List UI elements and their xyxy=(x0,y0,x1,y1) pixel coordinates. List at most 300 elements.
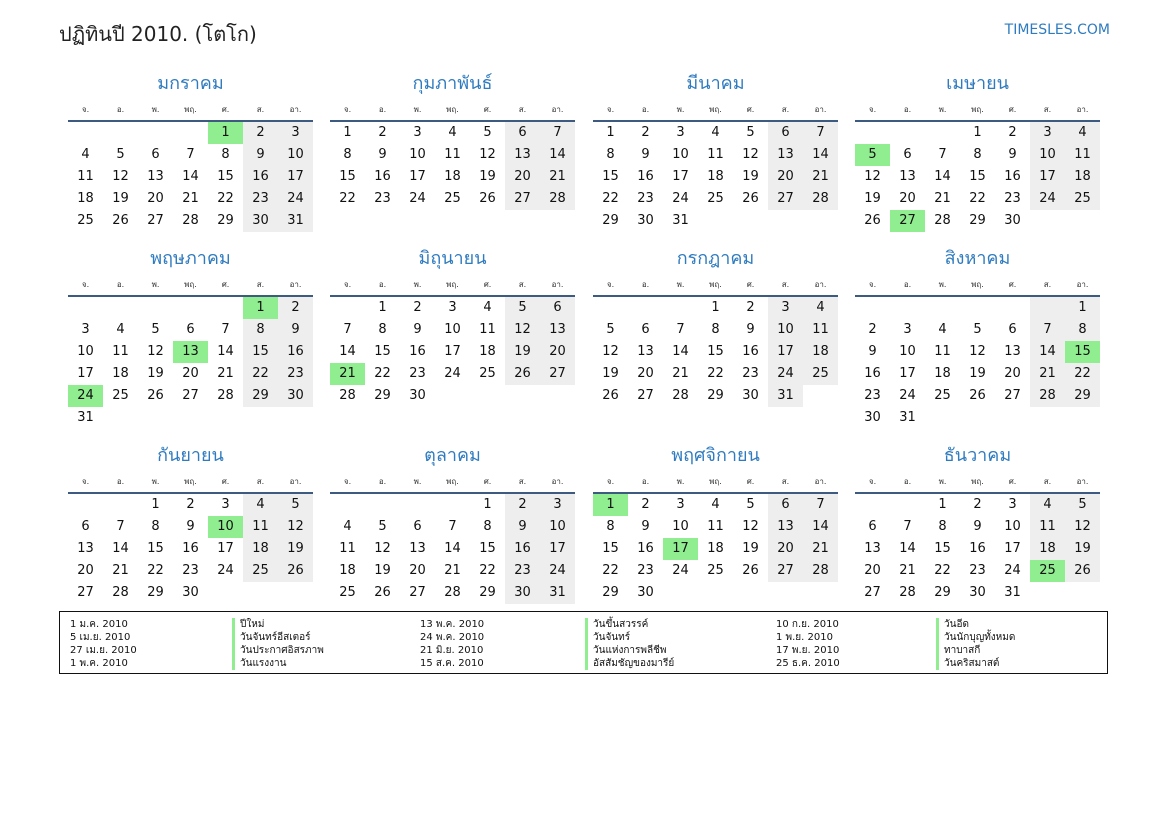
day-cell: 11 xyxy=(707,519,724,534)
day-cell: 6 xyxy=(868,519,877,534)
site-link[interactable]: TIMESLES.COM xyxy=(1004,22,1110,38)
empty-day-cell xyxy=(995,297,1030,319)
calendar-grid xyxy=(68,66,1101,606)
empty-day-cell xyxy=(68,297,103,319)
day-cell: 6 xyxy=(505,122,540,144)
day-cell: 16 xyxy=(182,541,199,556)
day-cell: 30 xyxy=(243,210,278,232)
weekday-label: อา. xyxy=(289,477,302,486)
day-cell: 22 xyxy=(479,563,496,578)
day-cell: 17 xyxy=(444,344,461,359)
day-cell: 4 xyxy=(116,322,125,337)
day-cell: 3 xyxy=(676,125,685,140)
weekday-label: ศ. xyxy=(1008,477,1017,486)
holiday-date: 1 ม.ค. 2010 xyxy=(70,619,128,630)
day-grid xyxy=(855,297,1100,429)
day-cell: 7 xyxy=(221,322,230,337)
day-cell: 7 xyxy=(448,519,457,534)
day-cell: 2 xyxy=(641,125,650,140)
holiday-date: 1 พ.ย. 2010 xyxy=(776,632,833,643)
day-cell: 29 xyxy=(969,213,986,228)
day-cell: 4 xyxy=(483,300,492,315)
empty-day-cell xyxy=(855,297,890,319)
day-cell: 24 xyxy=(672,191,689,206)
day-cell: 3 xyxy=(81,322,90,337)
day-cell: 23 xyxy=(637,191,654,206)
weekday-label: ส. xyxy=(518,477,527,486)
day-cell: 12 xyxy=(969,344,986,359)
holiday-day-cell: 10 xyxy=(208,516,243,538)
weekday-label: พฤ. xyxy=(446,105,459,114)
day-cell: 15 xyxy=(374,344,391,359)
weekday-header xyxy=(593,474,838,494)
day-cell: 6 xyxy=(768,122,803,144)
day-cell: 2 xyxy=(1008,125,1017,140)
day-cell: 23 xyxy=(864,388,881,403)
day-cell: 2 xyxy=(973,497,982,512)
weekday-header xyxy=(593,277,838,297)
holiday-day-cell: 15 xyxy=(1065,341,1100,363)
weekday-label: พฤ. xyxy=(971,105,984,114)
day-cell: 15 xyxy=(217,169,234,184)
day-cell: 11 xyxy=(77,169,94,184)
day-cell: 12 xyxy=(112,169,129,184)
day-cell: 11 xyxy=(112,344,129,359)
day-cell: 1 xyxy=(151,497,160,512)
weekday-label: ศ. xyxy=(221,105,230,114)
weekday-header xyxy=(855,474,1100,494)
holiday-name-column xyxy=(585,618,674,670)
month-block xyxy=(68,438,313,604)
empty-day-cell xyxy=(890,494,925,516)
day-cell: 6 xyxy=(186,322,195,337)
day-cell: 14 xyxy=(803,144,838,166)
weekday-label: ส. xyxy=(256,477,265,486)
day-cell: 30 xyxy=(637,213,654,228)
day-cell: 4 xyxy=(711,125,720,140)
day-cell: 28 xyxy=(934,213,951,228)
day-cell: 19 xyxy=(374,563,391,578)
day-cell: 9 xyxy=(505,516,540,538)
day-cell: 12 xyxy=(864,169,881,184)
holiday-name: วันแห่งการพลีชีพ xyxy=(585,644,674,657)
weekday-label: อ. xyxy=(378,105,387,114)
day-cell: 22 xyxy=(1065,363,1100,385)
weekday-header xyxy=(330,277,575,297)
holiday-day-cell: 27 xyxy=(890,210,925,232)
day-cell: 12 xyxy=(147,344,164,359)
day-cell: 18 xyxy=(803,341,838,363)
day-cell: 3 xyxy=(903,322,912,337)
day-cell: 26 xyxy=(742,563,759,578)
day-cell: 20 xyxy=(540,341,575,363)
day-cell: 28 xyxy=(1030,385,1065,407)
day-grid xyxy=(593,494,838,604)
day-cell: 12 xyxy=(374,541,391,556)
month-block xyxy=(330,66,575,210)
day-cell: 14 xyxy=(339,344,356,359)
day-cell: 26 xyxy=(1065,560,1100,582)
day-cell: 17 xyxy=(77,366,94,381)
day-cell: 25 xyxy=(243,560,278,582)
day-cell: 9 xyxy=(746,322,755,337)
day-cell: 20 xyxy=(182,366,199,381)
weekday-label: อ. xyxy=(903,105,912,114)
day-cell: 19 xyxy=(479,169,496,184)
weekday-label: อา. xyxy=(814,477,827,486)
day-cell: 6 xyxy=(413,519,422,534)
day-cell: 30 xyxy=(1004,213,1021,228)
weekday-label: พฤ. xyxy=(971,280,984,289)
day-cell: 13 xyxy=(768,144,803,166)
weekday-label: พฤ. xyxy=(184,280,197,289)
day-cell: 23 xyxy=(637,563,654,578)
day-cell: 17 xyxy=(672,169,689,184)
day-cell: 22 xyxy=(934,563,951,578)
day-cell: 16 xyxy=(1004,169,1021,184)
empty-day-cell xyxy=(138,122,173,144)
day-cell: 10 xyxy=(1030,144,1065,166)
day-cell: 14 xyxy=(444,541,461,556)
day-cell: 24 xyxy=(899,388,916,403)
day-cell: 19 xyxy=(742,169,759,184)
day-cell: 13 xyxy=(899,169,916,184)
day-cell: 11 xyxy=(243,516,278,538)
day-cell: 15 xyxy=(602,169,619,184)
day-grid xyxy=(330,494,575,604)
day-cell: 26 xyxy=(864,213,881,228)
day-cell: 28 xyxy=(217,388,234,403)
weekday-label: ศ. xyxy=(746,280,755,289)
weekday-label: อา. xyxy=(814,280,827,289)
holiday-day-cell: 17 xyxy=(663,538,698,560)
day-cell: 18 xyxy=(1030,538,1065,560)
holiday-date: 10 ก.ย. 2010 xyxy=(776,619,839,630)
holiday-name: วันประกาศอิสรภาพ xyxy=(232,644,324,657)
weekday-label: ศ. xyxy=(483,477,492,486)
day-cell: 20 xyxy=(505,166,540,188)
day-cell: 29 xyxy=(602,213,619,228)
day-cell: 15 xyxy=(479,541,496,556)
day-cell: 3 xyxy=(676,497,685,512)
empty-day-cell xyxy=(68,122,103,144)
day-cell: 23 xyxy=(409,366,426,381)
weekday-label: อา. xyxy=(551,105,564,114)
weekday-label: จ. xyxy=(343,105,352,114)
day-cell: 26 xyxy=(147,388,164,403)
weekday-label: ส. xyxy=(518,105,527,114)
day-cell: 26 xyxy=(602,388,619,403)
day-cell: 19 xyxy=(602,366,619,381)
weekday-label: พฤ. xyxy=(709,280,722,289)
weekday-header xyxy=(855,102,1100,122)
day-cell: 14 xyxy=(217,344,234,359)
day-cell: 5 xyxy=(746,497,755,512)
day-cell: 28 xyxy=(182,213,199,228)
day-cell: 11 xyxy=(339,541,356,556)
day-cell: 21 xyxy=(1030,363,1065,385)
empty-day-cell xyxy=(400,494,435,516)
day-cell: 31 xyxy=(77,410,94,425)
weekday-label: ส. xyxy=(256,280,265,289)
month-block xyxy=(855,438,1100,604)
day-cell: 14 xyxy=(182,169,199,184)
month-block xyxy=(593,66,838,232)
weekday-label: ส. xyxy=(1043,105,1052,114)
holiday-name-column xyxy=(232,618,324,670)
weekday-label: อา. xyxy=(1076,477,1089,486)
weekday-label: อา. xyxy=(289,280,302,289)
day-cell: 4 xyxy=(343,519,352,534)
empty-day-cell xyxy=(103,297,138,319)
weekday-label: ศ. xyxy=(1008,105,1017,114)
holiday-day-cell: 1 xyxy=(243,297,278,319)
day-cell: 8 xyxy=(243,319,278,341)
weekday-label: พฤ. xyxy=(446,477,459,486)
day-cell: 19 xyxy=(742,541,759,556)
day-cell: 21 xyxy=(112,563,129,578)
day-cell: 31 xyxy=(768,385,803,407)
day-cell: 1 xyxy=(606,125,615,140)
day-cell: 26 xyxy=(479,191,496,206)
day-cell: 21 xyxy=(899,563,916,578)
day-cell: 30 xyxy=(864,410,881,425)
weekday-label: จ. xyxy=(868,105,877,114)
day-cell: 15 xyxy=(969,169,986,184)
day-cell: 28 xyxy=(339,388,356,403)
holiday-day-cell: 21 xyxy=(330,363,365,385)
day-cell: 21 xyxy=(540,166,575,188)
day-cell: 16 xyxy=(742,344,759,359)
day-cell: 4 xyxy=(803,297,838,319)
day-cell: 24 xyxy=(278,188,313,210)
day-cell: 19 xyxy=(1065,538,1100,560)
day-cell: 11 xyxy=(934,344,951,359)
day-cell: 22 xyxy=(602,563,619,578)
day-cell: 9 xyxy=(868,344,877,359)
day-cell: 9 xyxy=(186,519,195,534)
day-cell: 31 xyxy=(1004,585,1021,600)
empty-day-cell xyxy=(628,297,663,319)
day-cell: 8 xyxy=(378,322,387,337)
weekday-header xyxy=(855,277,1100,297)
day-cell: 5 xyxy=(973,322,982,337)
day-cell: 10 xyxy=(899,344,916,359)
day-cell: 22 xyxy=(147,563,164,578)
day-cell: 7 xyxy=(803,122,838,144)
day-cell: 18 xyxy=(1065,166,1100,188)
day-cell: 30 xyxy=(182,585,199,600)
day-cell: 7 xyxy=(903,519,912,534)
holiday-date: 21 มิ.ย. 2010 xyxy=(420,645,484,656)
day-cell: 3 xyxy=(540,494,575,516)
day-cell: 27 xyxy=(182,388,199,403)
holiday-name: วันจันทร์อีสเตอร์ xyxy=(232,631,324,644)
holiday-date-column xyxy=(420,618,484,670)
day-cell: 19 xyxy=(864,191,881,206)
weekday-label: พ. xyxy=(938,477,947,486)
day-cell: 31 xyxy=(672,213,689,228)
day-cell: 5 xyxy=(505,297,540,319)
day-cell: 18 xyxy=(112,366,129,381)
day-cell: 5 xyxy=(746,125,755,140)
day-cell: 19 xyxy=(969,366,986,381)
day-cell: 14 xyxy=(112,541,129,556)
day-cell: 2 xyxy=(186,497,195,512)
day-cell: 14 xyxy=(1030,341,1065,363)
day-cell: 30 xyxy=(278,385,313,407)
day-cell: 11 xyxy=(803,319,838,341)
day-cell: 28 xyxy=(803,560,838,582)
day-cell: 14 xyxy=(540,144,575,166)
day-cell: 25 xyxy=(444,191,461,206)
day-cell: 3 xyxy=(221,497,230,512)
day-cell: 16 xyxy=(969,541,986,556)
day-cell: 2 xyxy=(746,300,755,315)
empty-day-cell xyxy=(960,297,995,319)
day-cell: 20 xyxy=(768,166,803,188)
day-cell: 21 xyxy=(182,191,199,206)
weekday-label: พ. xyxy=(151,280,160,289)
day-cell: 8 xyxy=(938,519,947,534)
day-cell: 4 xyxy=(1030,494,1065,516)
empty-day-cell xyxy=(1030,297,1065,319)
day-cell: 10 xyxy=(444,322,461,337)
day-cell: 18 xyxy=(444,169,461,184)
empty-day-cell xyxy=(68,494,103,516)
day-cell: 31 xyxy=(540,582,575,604)
day-cell: 24 xyxy=(444,366,461,381)
day-cell: 15 xyxy=(243,341,278,363)
day-cell: 10 xyxy=(672,147,689,162)
day-cell: 25 xyxy=(1065,188,1100,210)
day-cell: 7 xyxy=(803,494,838,516)
weekday-label: อ. xyxy=(116,105,125,114)
weekday-label: พฤ. xyxy=(971,477,984,486)
month-title: พฤศจิกายน xyxy=(671,445,760,466)
empty-day-cell xyxy=(890,122,925,144)
empty-day-cell xyxy=(330,494,365,516)
weekday-label: พ. xyxy=(413,105,422,114)
day-cell: 22 xyxy=(339,191,356,206)
day-cell: 27 xyxy=(864,585,881,600)
weekday-label: พ. xyxy=(676,280,685,289)
day-cell: 1 xyxy=(973,125,982,140)
day-cell: 17 xyxy=(278,166,313,188)
day-cell: 11 xyxy=(479,322,496,337)
day-grid xyxy=(855,122,1100,232)
day-cell: 13 xyxy=(1004,344,1021,359)
month-block xyxy=(68,66,313,232)
weekday-label: อ. xyxy=(903,280,912,289)
day-cell: 4 xyxy=(938,322,947,337)
day-grid xyxy=(330,297,575,407)
weekday-label: ศ. xyxy=(746,477,755,486)
weekday-header xyxy=(68,474,313,494)
day-cell: 12 xyxy=(742,519,759,534)
day-cell: 6 xyxy=(903,147,912,162)
day-cell: 20 xyxy=(409,563,426,578)
weekday-label: อ. xyxy=(641,477,650,486)
day-cell: 12 xyxy=(278,516,313,538)
day-cell: 29 xyxy=(1065,385,1100,407)
weekday-label: อา. xyxy=(551,280,564,289)
day-cell: 13 xyxy=(864,541,881,556)
holiday-date: 27 เม.ย. 2010 xyxy=(70,645,137,656)
day-cell: 12 xyxy=(602,344,619,359)
empty-day-cell xyxy=(435,494,470,516)
weekday-label: จ. xyxy=(868,280,877,289)
day-cell: 5 xyxy=(151,322,160,337)
weekday-label: อ. xyxy=(378,280,387,289)
holiday-date: 15 ส.ค. 2010 xyxy=(420,658,484,669)
day-cell: 7 xyxy=(343,322,352,337)
day-cell: 21 xyxy=(672,366,689,381)
day-cell: 19 xyxy=(112,191,129,206)
month-title: กรกฎาคม xyxy=(676,248,755,269)
weekday-label: จ. xyxy=(606,105,615,114)
day-cell: 29 xyxy=(217,213,234,228)
day-cell: 11 xyxy=(1030,516,1065,538)
day-cell: 20 xyxy=(1004,366,1021,381)
day-cell: 5 xyxy=(378,519,387,534)
day-cell: 5 xyxy=(483,125,492,140)
day-cell: 9 xyxy=(378,147,387,162)
day-cell: 16 xyxy=(278,341,313,363)
day-cell: 15 xyxy=(339,169,356,184)
empty-day-cell xyxy=(855,122,890,144)
weekday-label: ศ. xyxy=(221,477,230,486)
day-cell: 23 xyxy=(969,563,986,578)
day-cell: 2 xyxy=(413,300,422,315)
weekday-label: ส. xyxy=(518,280,527,289)
day-cell: 22 xyxy=(969,191,986,206)
weekday-label: ศ. xyxy=(483,280,492,289)
day-cell: 30 xyxy=(637,585,654,600)
weekday-label: พ. xyxy=(676,105,685,114)
day-cell: 23 xyxy=(505,560,540,582)
day-cell: 7 xyxy=(540,122,575,144)
holiday-date: 1 พ.ค. 2010 xyxy=(70,658,128,669)
day-cell: 2 xyxy=(378,125,387,140)
empty-day-cell xyxy=(138,297,173,319)
day-cell: 17 xyxy=(1030,166,1065,188)
holiday-name: วันอีด xyxy=(936,618,1015,631)
day-cell: 12 xyxy=(1065,516,1100,538)
day-cell: 20 xyxy=(77,563,94,578)
day-cell: 3 xyxy=(278,122,313,144)
day-cell: 23 xyxy=(742,366,759,381)
page-title: ปฏิทินปี 2010. (โตโก) xyxy=(59,22,257,46)
weekday-label: พฤ. xyxy=(446,280,459,289)
weekday-label: จ. xyxy=(343,477,352,486)
day-cell: 17 xyxy=(217,541,234,556)
empty-day-cell xyxy=(173,297,208,319)
day-cell: 24 xyxy=(1030,188,1065,210)
day-cell: 7 xyxy=(186,147,195,162)
month-title: พฤษภาคม xyxy=(150,248,231,269)
day-cell: 3 xyxy=(413,125,422,140)
day-cell: 26 xyxy=(505,363,540,385)
weekday-label: ส. xyxy=(1043,280,1052,289)
day-cell: 2 xyxy=(641,497,650,512)
day-cell: 29 xyxy=(479,585,496,600)
day-cell: 26 xyxy=(112,213,129,228)
day-cell: 8 xyxy=(221,147,230,162)
day-cell: 16 xyxy=(243,166,278,188)
weekday-label: จ. xyxy=(606,477,615,486)
day-cell: 11 xyxy=(1065,144,1100,166)
